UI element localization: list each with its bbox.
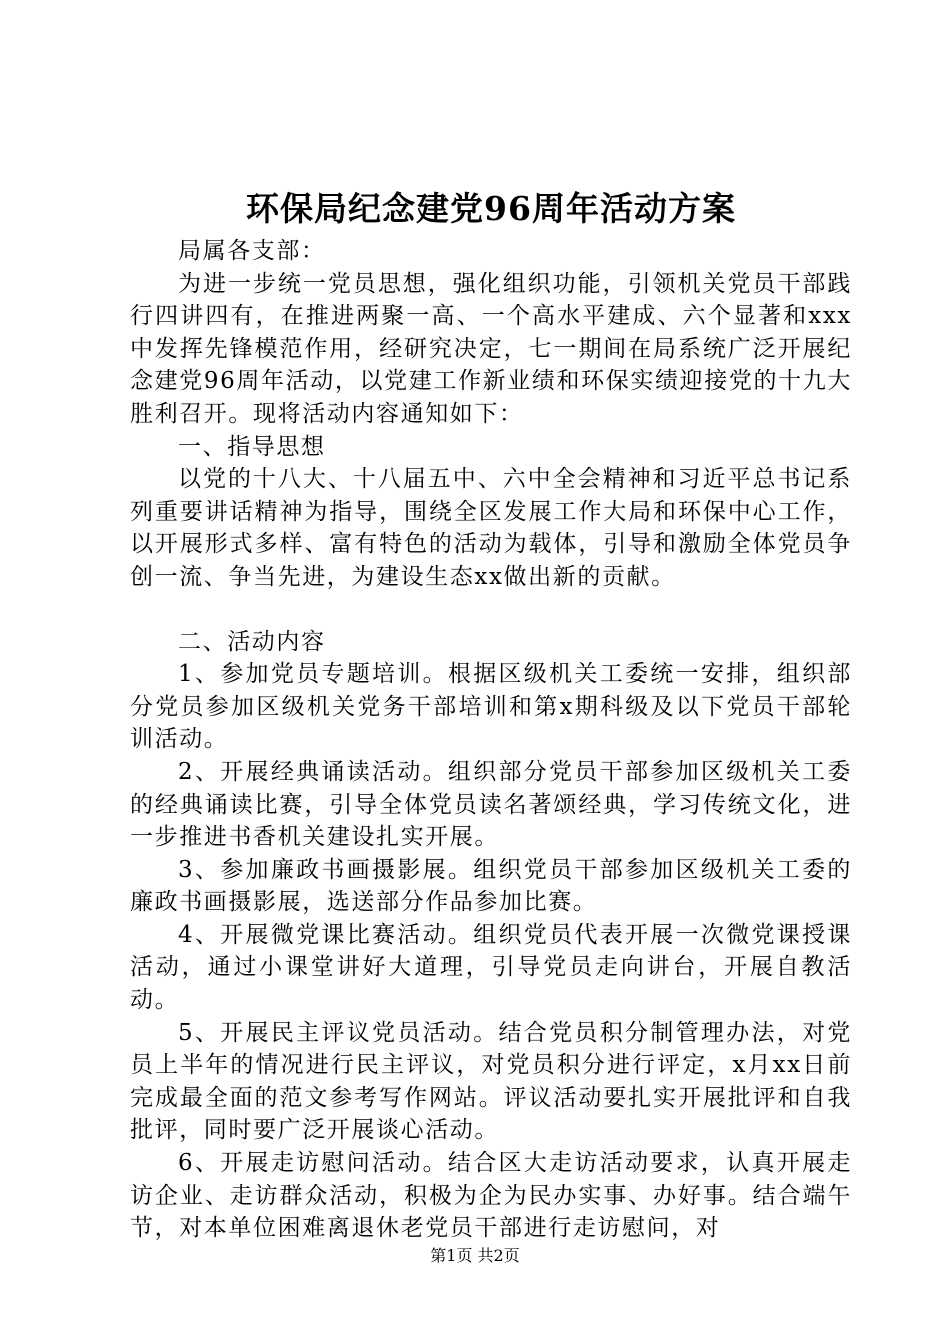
- paragraph-gap: [130, 594, 852, 626]
- activity-item: 2、开展经典诵读活动。组织部分党员干部参加区级机关工委的经典诵读比赛，引导全体党员读名著颂经典，学习传统文化，进一步推进书香机关建设扎实开展。: [130, 758, 852, 851]
- activity-item: 4、开展微党课比赛活动。组织党员代表开展一次微党课授课活动，通过小课堂讲好大道理，引导党员走向讲台，开展自教活动。: [130, 921, 852, 1014]
- section-body-guiding-ideology: 以党的十八大、十八届五中、六中全会精神和习近平总书记系列重要讲话精神为指导，围绕全区发展工作大局和环保中心工作，以开展形式多样、富有特色的活动为载体，引导和激励全体党员争创一流、争当先进，为建设生态xx做出新的贡献。: [130, 466, 852, 590]
- section-heading-guiding-ideology: 一、指导思想: [178, 433, 326, 460]
- document-body: [130, 185, 852, 1245]
- activity-item: 6、开展走访慰问活动。结合区大走访活动要求，认真开展走访企业、走访群众活动，积极为企为民办实事、办好事。结合端午节，对本单位困难离退休老党员干部进行走访慰问，对: [130, 1150, 852, 1242]
- activity-item: 5、开展民主评议党员活动。结合党员积分制管理办法，对党员上半年的情况进行民主评议，对党员积分进行评定，x月xx日前完成最全面的范文参考写作网站。评议活动要扎实开展批评和自我批评，同时要广泛开展谈心活动。: [130, 1019, 852, 1144]
- document-title: 环保局纪念建党96周年活动方案: [246, 189, 736, 228]
- activity-item: 1、参加党员专题培训。根据区级机关工委统一安排，组织部分党员参加区级机关党务干部培训和第x期科级及以下党员干部轮训活动。: [130, 661, 852, 753]
- intro-paragraph: 为进一步统一党员思想，强化组织功能，引领机关党员干部践行四讲四有，在推进两聚一高、一个高水平建成、六个显著和xxx中发挥先锋模范作用，经研究决定，七一期间在局系统广泛开展纪念建党96周年活动，以党建工作新业绩和环保实绩迎接党的十九大胜利召开。现将活动内容通知如下：: [130, 270, 852, 427]
- activity-item: 3、参加廉政书画摄影展。组织党员干部参加区级机关工委的廉政书画摄影展，选送部分作品参加比赛。: [130, 856, 852, 916]
- page-footer: 第1页 共2页: [430, 1246, 520, 1265]
- salutation: 局属各支部：: [178, 238, 326, 264]
- section-heading-activities: 二、活动内容: [178, 628, 326, 655]
